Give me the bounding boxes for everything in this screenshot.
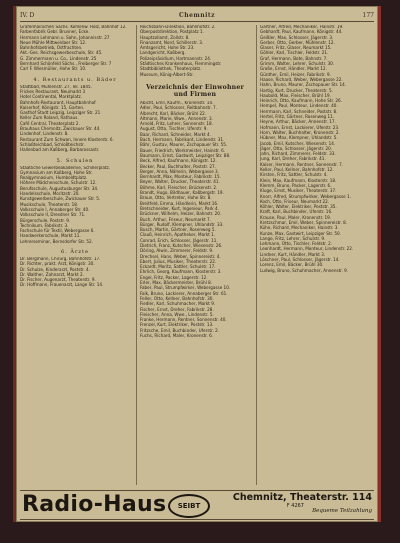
section-heading-residents: Verzeichnis der Einwohner und Firmen bbox=[146, 83, 244, 98]
column-middle bbox=[140, 25, 250, 339]
column-left bbox=[20, 25, 130, 289]
column-divider bbox=[256, 25, 257, 485]
advertisement-banner bbox=[20, 490, 374, 520]
column-left-top-text: Gräfenhainichen Sachs. Kohlenw. Holz, Bahnhof 12. Farbenfabrik Gebr. Brunner, Ecke. Hermann Lehmann u. Sohn, Johannisstr. 27 Neue Mühle Mittweidaer Str. 12. Bahnhofsbetrieb, Ostfrachten. Akt.-Ges. Reichsgewerbeschule, Str. 45. G. Zimmermann u. Co., Lindenstr. 25 Bernhard Schönfeld Sächs., Freiberger Str. 7 Carl F. Wiesmüller, Hohe Str. 10. bbox=[20, 25, 127, 73]
ad-phone: F 4267 bbox=[286, 503, 304, 509]
section-heading-doctors: 6. Ärzte bbox=[61, 248, 89, 255]
column-middle-top-text: Reichsbahn-Direktion, Bahnhofstr. 2. Oberpostdirektion, Postplatz 1. Hauptzollamt, Zollstr. 8. Finanzamt, Nord, Schillerstr. 3. Amtsgericht, Hohe Str. 23. Landgericht, Kaßberg. Polizeipräsidium, Hartmannstr. 24. Städtisches Krankenhaus, Flemmingstr. Stadtbibliothek, Theaterplatz. Museum, König-Albert-Str. bbox=[140, 25, 222, 78]
binding-edge-right bbox=[378, 6, 381, 522]
folio-left: IV. D bbox=[20, 12, 35, 19]
column-right-body-text: Gärtner, Alfred, Mechaniker, Hainstr. 19. Gebhardt, Paul, Kaufmann, Königstr. 44. Geißler, Max, Schlosser, Jägerstr. 3. Gerber, Otto, Gerber, Mühlenstr. 12. Glaser, Fritz, Glaser, Neumarkt 15. Göhler, Karl, Tischler, Feldstr. 21. Graf, Hermann, Bote, Bahnstr. 7. Grimm, Walter, Lehrer, Schulstr. 30. Große, Ernst, Händler, Markt 12. Günther, Emil, Heizer, Fabrikstr. 9. Haase, Richard, Weber, Webergasse 22. Hahn, Bruno, Maurer, Zschopauer Str. 14. Hartig, Kurt, Drucker, Theaterstr. 5. Haubold, Max, Fleischer, Brühl 19. Heinrich, Otto, Kaufmann, Hohe Str. 26. Hempel, Paul, Monteur, Lindenstr. 40. Herrmann, Karl, Schneider, Poststr. 8. Hertel, Fritz, Gärtner, Rosenweg 11. Heyne, Arthur, Bäcker, Annenstr. 17. Hofmann, Ernst, Lackierer, Uferstr. 23. Horn, Walter, Buchhalter, Kronenstr. 2. Hübner, Max, Klempner, Uhlandstr. 5. Jacob, Emil, Kutscher, Wiesenstr. 14. Jäger, Otto, Schlosser, Jägerstr. 20. Jahn, Richard, Zimmerer, Feldstr. 33. Jung, Karl, Dreher, Fabrikstr. 41. Kaiser, Hermann, Rentner, Sonnenstr. 7. Keller, Paul, Kellner, Bahnhofstr. 12. Kirsten, Fritz, Sattler, Schulstr. 4. Klein, Max, Kaufmann, Klosterstr. 18. Klemm, Bruno, Packer, Lagerstr. 6. Kluge, Ernst, Musiker, Theaterstr. 37. Knorr, Alfred, Strumpfwirker, Webergasse 1. Koch, Otto, Friseur, Neumarkt 22. Köhler, Walter, Elektriker, Poststr. 35. Kraft, Karl, Buchbinder, Uferstr. 16. Krause, Paul, Maler, Kronenstr. 19. Kretzschmar, Emil, Weber, Spinnereistr. 8. Kühn, Richard, Mechaniker, Hainstr. 3. Kunze, Max, Gastwirt, Leipziger Str. 50. Lange, Fritz, Lehrer, Schulstr. 9. Lehmann, Otto, Tischler, Feldstr. 2. Leonhardt, Hermann, Monteur, Lindenstr. 22. Lindner, Kurt, Händler, Markt 3. Löschner, Paul, Schlosser, Jägerstr. 14. Lorenz, Emil, Bäcker, Brühl 30. Ludwig, Bruno, Schuhmacher, Annenstr. 9. bbox=[260, 25, 354, 274]
column-left-mid-text: Stadtbad, Mühlenstr. 27, Tel. 1845. Frickes Restaurant, Neumarkt 3 Hotel Continental, Marktplatz. Bahnhofs-Restaurant, Hauptbahnhof. Kaiserhof, Königstr. 15, Garten. Gasthof Stadt Leipzig, Leipziger Str. 21 Keller Zum Roland, Rathaus. Café Central, Theaterplatz 2. Brauhaus Chemnitz, Zwickauer Str. 44. Lindenhof, Lindenstr. 8. Restaurant Zum Schwan, Innere Klosterstr. 6. Schloßteichbad, Schloßteichstr. Hallenbad am Kaßberg, Barbarossastr. bbox=[20, 84, 114, 154]
column-left-bottom-text: Staatliche Gewerbeakademie, Schillerplatz. Gymnasium am Kaßberg, Hohe Str. Realgymnasium, Humboldtplatz. Höhere Mädchenschule, Schulstr. 12. Berufsschule, Augustusburger Str. 34. Handelsschule, Moritzstr. 20. Kunstgewerbeschule, Zwickauer Str. 5. Musikschule, Theaterstr. 18. Volksschule I, Annaberger Str. 40. Volksschule II, Dresdner Str. 71. Bürgerschule, Poststr. 9. Technikum, Fabrikstr. 3. Fachschule für Textil, Webergasse 6. Handwerkerschule, Markt 11. Lehrerseminar, Bernsdorfer Str. 52. bbox=[20, 165, 111, 245]
ad-tagline: Bequeme Teilzahlung bbox=[312, 508, 372, 514]
column-left-end-text: Dr. Bergmann, Chirurg, Bahnhofstr. 17. Dr. Richter, prakt. Arzt, Königstr. 30. Dr. Schulze, Kinderarzt, Poststr. 4. Dr. Walther, Zahnarzt, Markt 2. Dr. Fischer, Augenarzt, Theaterstr. 9. Dr. Hoffmann, Frauenarzt, Lange Str. 14. bbox=[20, 256, 104, 289]
column-right bbox=[260, 25, 370, 274]
running-head: Chemnitz bbox=[178, 12, 216, 19]
column-middle-body-text: Abicht, Emil, Kaufm., Kronenstr. 14. Adler, Paul, Schlosser, Reitbahnstr. 7. Albrecht, Karl, Bäcker, Brühl 22. Altmann, Marie, Wwe., Annenstr. 3. Arnold, Fritz, Lehrer, Sonnenstr. 18. August, Otto, Tischler, Uferstr. 9. Baar, Richard, Schneider, Markt 4. Bach, Hermann, Fabrikant, Lindenstr. 31. Bähr, Gustav, Maurer, Zschopauer Str. 55. Bauer, Friedrich, Werkmeister, Hainstr. 6. Baumann, Ernst, Gastwirt, Leipziger Str. 88. Beck, Alfred, Kaufmann, Königstr. 12. Becker, Paul, Buchhalter, Poststr. 27. Berger, Anna, Näherin, Webergasse 3. Bernhardt, Max, Monteur, Fabrikstr. 15. Beyer, Walter, Drucker, Theaterstr. 41. Böhme, Karl, Fleischer, Brückenstr. 2. Brandt, Hugo, Bildhauer, Kaßbergstr. 19. Braun, Otto, Vertreter, Hohe Str. 8. Breitfeld, Emma, Händlerin, Markt 16. Bretschneider, Kurt, Ingenieur, Park 4. Brückner, Wilhelm, Heizer, Bahnstr. 20. Buch, Arthur, Friseur, Neumarkt 7. Bürger, Rudolf, Klempner, Uhlandstr. 33. Busch, Martin, Gärtner, Rosenweg 5. Clauß, Heinrich, Apotheker, Markt 1. Conrad, Erich, Schlosser, Jägerstr. 11. Dietrich, Franz, Kutscher, Wiesenstr. 26. Döring, Alwin, Zimmerer, Feldstr. 9. Drechsel, Hans, Weber, Spinnereistr. 4. Ebert, Julius, Musiker, Theaterstr. 22. Eckardt, Moritz, Sattler, Schulstr. 17. Ehrlich, Georg, Kaufmann, Klosterstr. 3. Engel, Fritz, Packer, Lagerstr. 12. Erler, Max, Bäckermeister, Brühl 8. Faber, Paul, Strumpfwirker, Webergasse 10. Falk, Bruno, Lackierer, Annaberger Str. 61. Feller, Otto, Kellner, Bahnhofstr. 30. Fiedler, Karl, Schuhmacher, Markt 9. Fischer, Ernst, Dreher, Fabrikstr. 28. Fleischer, Anna, Wwe., Lindenstr. 5. Franke, Hermann, Rentner, Sonnenstr. 40. Frenzel, Kurt, Elektriker, Poststr. 13. Fritzsche, Emil, Buchbinder, Uferstr. 2. Fuchs, Richard, Maler, Kronenstr. 6. bbox=[140, 100, 231, 340]
column-divider bbox=[136, 25, 137, 485]
section-heading-schools: 5. Schulen bbox=[56, 157, 94, 164]
directory-sheet bbox=[16, 6, 378, 522]
page-number: 177 bbox=[362, 12, 374, 19]
ad-logo-seal: SEIBT bbox=[168, 494, 210, 518]
header-rule bbox=[20, 21, 374, 22]
ad-company-name: Radio-Haus bbox=[22, 492, 167, 517]
ad-address: Chemnitz, Theaterstr. 114 bbox=[232, 492, 372, 503]
section-heading-restaurants: 4. Restaurants u. Bäder bbox=[33, 76, 117, 83]
